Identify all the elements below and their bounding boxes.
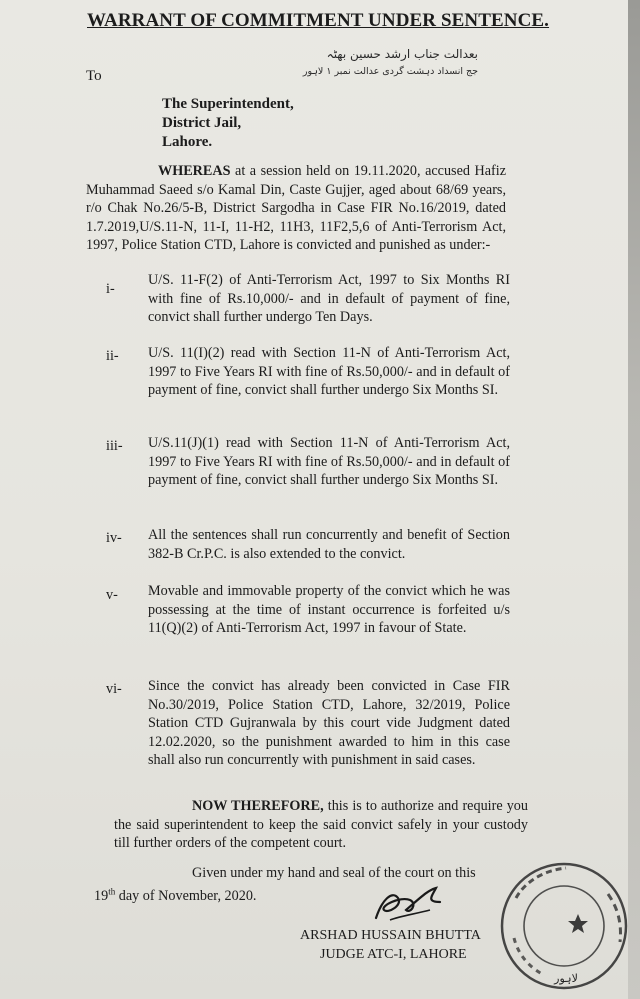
given-rest: day of November, 2020. (115, 888, 257, 905)
preamble-paragraph (86, 162, 506, 255)
item-text: Since the convict has already been convicted in Case FIR No.30/2019, Police Station CTD, Lahore, 32/2019, Police Station CTD Gujranwala by this court vide Judgment dated 12.02.2020, so the punishment awarded to him in this case shall also run concurrently with punishment in said cases. (148, 678, 510, 769)
signatory-designation: JUDGE ATC-I, LAHORE (320, 947, 467, 962)
item-text: U/S. 11(I)(2) read with Section 11-N of Anti-Terrorism Act, 1997 to Five Years RI with fine of Rs.50,000/- and in default of payment of fine, convict shall further undergo Six Months SI. (148, 345, 510, 399)
addressee-block (162, 95, 294, 152)
given-day: 19 (94, 888, 109, 905)
given-under-hand (94, 864, 524, 906)
preamble-lead: WHEREAS (158, 163, 231, 179)
addressee-line-2: District Jail, (162, 115, 242, 131)
item-number: iv- (106, 530, 122, 546)
therefore-lead: NOW THEREFORE, (192, 798, 324, 814)
item-number: vi- (106, 681, 122, 697)
preamble-text: at a session held on 19.11.2020, accused Hafiz Muhammad Saeed s/o Kamal Din, Caste Gujjer, aged about 68/69 years, r/o Chak No.26/5-B, District Sargodha in Case FIR No.16/2019, dated 1.7.2019,U/S.11-N, 11-I, 11-H2, 11H3, 11F2,5,6 of Anti-Terrorism Act, 1997, Police Station CTD, Lahore is convicted and punished as under:- (86, 163, 506, 254)
item-text: Movable and immovable property of the convict which he was possessing at the time of instant occurrence is forfeited u/s 11(Q)(2) of Anti-Terrorism Act, 1997 in favour of State. (148, 583, 510, 637)
item-number: iii- (106, 438, 123, 454)
handwritten-signature (370, 880, 450, 931)
item-text: All the sentences shall run concurrently and benefit of Section 382-B Cr.P.C. is also extended to the convict. (148, 527, 510, 562)
stamp-text: لاہور (554, 972, 578, 985)
item-text: U/S. 11-F(2) of Anti-Terrorism Act, 1997 to Six Months RI with fine of Rs.10,000/- and in default of payment of fine, convict shall further undergo Ten Days. (148, 272, 510, 326)
signatory-block (300, 926, 481, 964)
item-number: ii- (106, 348, 119, 364)
addressee-line-3: Lahore. (162, 134, 213, 150)
court-seal-stamp (496, 858, 632, 999)
item-number: v- (106, 587, 118, 603)
page-edge-shadow (628, 0, 640, 999)
urdu-court-header (238, 45, 478, 81)
addressee-line-1: The Superintendent, (162, 96, 294, 112)
given-day-suffix: th (108, 886, 116, 897)
therefore-paragraph (114, 797, 528, 853)
signatory-name: ARSHAD HUSSAIN BHUTTA (300, 928, 481, 943)
item-number: i- (106, 281, 115, 297)
urdu-header-line2: جج انسداد دہشت گردی عدالت نمبر ۱ لاہور (302, 66, 478, 77)
document-title: WARRANT OF COMMITMENT UNDER SENTENCE. (87, 10, 550, 31)
given-line-2 (94, 888, 256, 904)
item-text: U/S.11(J)(1) read with Section 11-N of Anti-Terrorism Act, 1997 to Five Years RI with fine of Rs.50,000/- and in default of payment of fine, convict shall further undergo Six Months SI. (148, 435, 510, 489)
urdu-header-line1: بعدالت جناب ارشد حسین بھٹہ (326, 47, 478, 61)
therefore-text: this is to authorize and require you the said superintendent to keep the said convict safely in your custody till further orders of the competent court. (114, 798, 528, 852)
to-label: To (86, 68, 102, 84)
given-line-1: Given under my hand and seal of the court on this (192, 865, 476, 881)
